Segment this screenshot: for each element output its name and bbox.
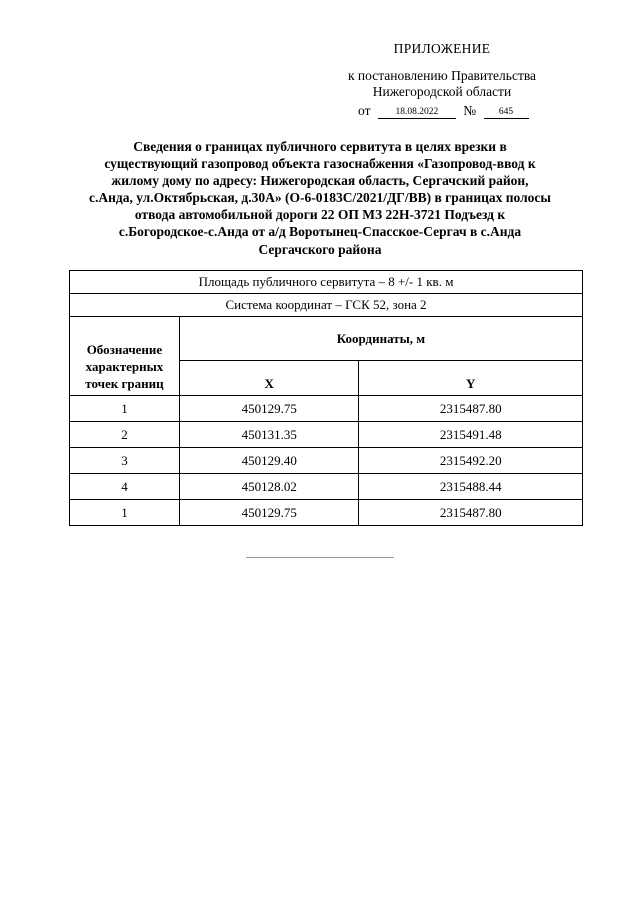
heading-line: существующий газопровод объекта газоснабжения «Газопровод-ввод к xyxy=(104,156,536,172)
coordinate-system-row xyxy=(70,294,583,317)
x-cell: 450131.35 xyxy=(179,422,359,448)
x-cell: 450128.02 xyxy=(179,474,359,500)
x-header: X xyxy=(179,361,359,396)
appendix-block xyxy=(300,0,584,100)
document-heading xyxy=(58,138,582,258)
point-cell: 1 xyxy=(70,500,180,526)
y-cell: 2315491.48 xyxy=(359,422,583,448)
point-cell: 3 xyxy=(70,448,180,474)
x-cell: 450129.75 xyxy=(179,500,359,526)
heading-line: отвода автомобильной дороги 22 ОП МЗ 22Н-3721 Подъезд к xyxy=(134,207,506,223)
appendix-title: ПРИЛОЖЕНИЕ xyxy=(393,41,491,56)
appendix-line-1: к постановлению Правительства xyxy=(347,68,537,83)
point-cell: 1 xyxy=(70,396,180,422)
heading-line: жилому дому по адресу: Нижегородская область, Сергачский район, xyxy=(111,173,529,189)
y-cell: 2315487.80 xyxy=(359,500,583,526)
resolution-date-line xyxy=(358,103,529,119)
servitude-area: Площадь публичного сервитута – 8 +/- 1 кв. м xyxy=(70,271,583,294)
table-row xyxy=(70,422,583,448)
number-sign: № xyxy=(463,103,477,118)
y-cell: 2315492.20 xyxy=(359,448,583,474)
resolution-number: 645 xyxy=(484,107,529,119)
x-cell: 450129.75 xyxy=(179,396,359,422)
coordinates-header: Координаты, м xyxy=(179,317,582,361)
resolution-date: 18.08.2022 xyxy=(378,107,456,119)
point-designation-header: Обозначение характерных точек границ xyxy=(70,317,180,396)
y-cell: 2315488.44 xyxy=(359,474,583,500)
coordinate-system: Система координат – ГСК 52, зона 2 xyxy=(70,294,583,317)
coordinates-table xyxy=(69,270,583,526)
heading-line: Сведения о границах публичного сервитута в целях врезки в xyxy=(133,139,507,154)
table-row xyxy=(70,500,583,526)
appendix-line-2: Нижегородской области xyxy=(372,84,512,99)
area-row xyxy=(70,271,583,294)
x-cell: 450129.40 xyxy=(179,448,359,474)
y-header: Y xyxy=(359,361,583,396)
point-cell: 4 xyxy=(70,474,180,500)
end-separator-line xyxy=(246,557,394,558)
table-row xyxy=(70,474,583,500)
date-prefix: от xyxy=(358,103,371,118)
heading-line: Сергачского района xyxy=(258,241,382,257)
table-row xyxy=(70,396,583,422)
heading-line: с.Анда, ул.Октябрьская, д.30А» (О-6-0183С/2021/ДГ/ВВ) в границах полосы xyxy=(89,190,551,206)
point-cell: 2 xyxy=(70,422,180,448)
header-row xyxy=(70,317,583,361)
heading-line: с.Богородское-с.Анда от а/д Воротынец-Спасское-Сергач в с.Анда xyxy=(118,224,522,240)
table-row xyxy=(70,448,583,474)
y-cell: 2315487.80 xyxy=(359,396,583,422)
